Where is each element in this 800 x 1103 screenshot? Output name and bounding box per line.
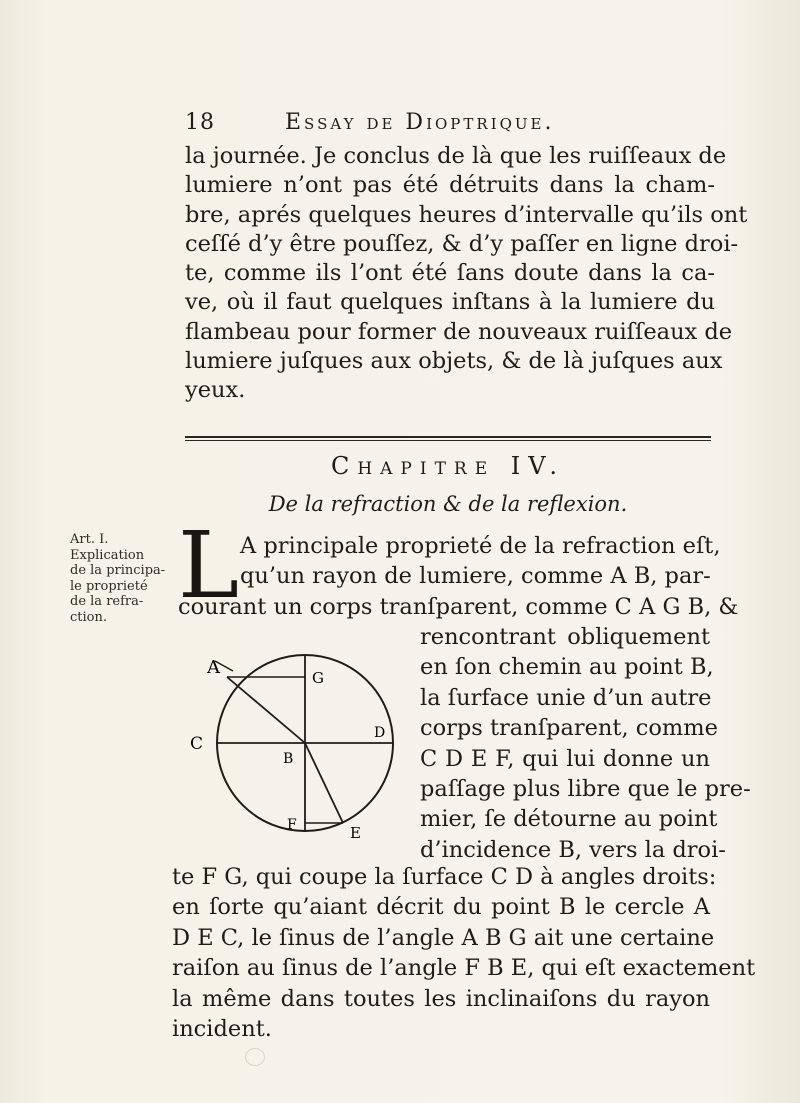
marginal-note-line: le proprieté — [70, 578, 148, 594]
drop-cap: L — [178, 512, 240, 619]
text-line: bre, aprés quelques heures d’intervalle qu’ils ont — [185, 201, 748, 228]
text-line: en ſon chemin au point B, — [420, 654, 714, 681]
text-line: te, comme ils l’ont été ſans doute dans la ca- — [185, 260, 715, 287]
text-line: rencontrant obliquement — [420, 624, 710, 650]
marginal-note-line: Explication — [70, 547, 145, 563]
text-line: mier, ſe détourne au point — [420, 806, 718, 833]
text-line: lumiere n’ont pas été détruits dans la cham- — [185, 172, 715, 199]
text-line: flambeau pour former de nouveaux ruiſſeaux de — [185, 318, 733, 345]
running-header — [185, 110, 635, 140]
chapter-subtitle: De la refraction & de la reflexion. — [268, 492, 628, 516]
running-title: Essay de Dioptrique. — [285, 110, 555, 135]
text-line: qu’un rayon de lumiere, comme A B, par- — [240, 563, 711, 590]
label-f: F — [287, 817, 297, 833]
paper-blemish — [245, 1048, 265, 1066]
page-number: 18 — [185, 110, 215, 135]
text-line: la ſurface unie d’un autre — [420, 684, 712, 711]
text-line: A principale proprieté de la refraction eſt, — [240, 533, 721, 559]
incident-ray-ab — [227, 677, 305, 743]
text-line: d’incidence B, vers la droi- — [420, 836, 726, 863]
paragraph-1 — [185, 142, 748, 406]
marginal-note-line: de la refra- — [70, 594, 144, 609]
chapter-heading: Chapitre IV. — [330, 452, 566, 480]
paragraph-2-full-line — [178, 592, 739, 622]
text-line: lumiere juſques aux objets, & de là juſques aux — [185, 348, 723, 375]
paragraph-2-right-column — [420, 622, 751, 865]
marginal-note-line: ction. — [70, 609, 107, 625]
label-c: C — [190, 734, 204, 754]
paragraph-2-closing — [172, 862, 756, 1044]
label-b: B — [283, 751, 294, 767]
label-a: A — [207, 657, 220, 678]
text-line: te F G, qui coupe la ſurface C D à angles droits: — [172, 864, 717, 890]
label-e: E — [350, 824, 361, 842]
text-line: yeux. — [185, 377, 246, 404]
label-d: D — [374, 725, 386, 741]
text-line: corps tranſparent, comme — [420, 715, 718, 742]
paragraph-2-opening — [240, 531, 721, 592]
text-line: ve, où il faut quelques inſtans à la lumiere du — [185, 289, 715, 316]
marginal-note-line: Art. I. — [70, 532, 109, 547]
refracted-ray-be — [305, 743, 343, 823]
text-line: incident. — [172, 1016, 272, 1043]
text-line: paſſage plus libre que le pre- — [420, 776, 751, 803]
text-line: courant un corps tranſparent, comme C A G B, & — [178, 594, 739, 620]
refraction-diagram — [185, 645, 405, 845]
text-line: C D E F, qui lui donne un — [420, 745, 710, 772]
marginal-note — [70, 532, 170, 625]
text-line: en ſorte qu’aiant décrit du point B le cercle A — [172, 894, 710, 921]
text-line: raiſon au ſinus de l’angle F B E, qui eſt exactement — [172, 955, 756, 982]
label-g: G — [312, 669, 324, 687]
text-line: D E C, le ſinus de l’angle A B G ait une certaine — [172, 924, 715, 951]
text-line: la même dans toutes les inclinaiſons du rayon — [172, 985, 710, 1012]
text-line: la journée. Je conclus de là que les ruiſſeaux de — [185, 143, 727, 169]
marginal-note-line: de la principa- — [70, 563, 166, 578]
section-divider — [185, 436, 711, 441]
text-line: ceſſé d’y être pouſſez, & d’y paſſer en ligne droi- — [185, 230, 739, 257]
